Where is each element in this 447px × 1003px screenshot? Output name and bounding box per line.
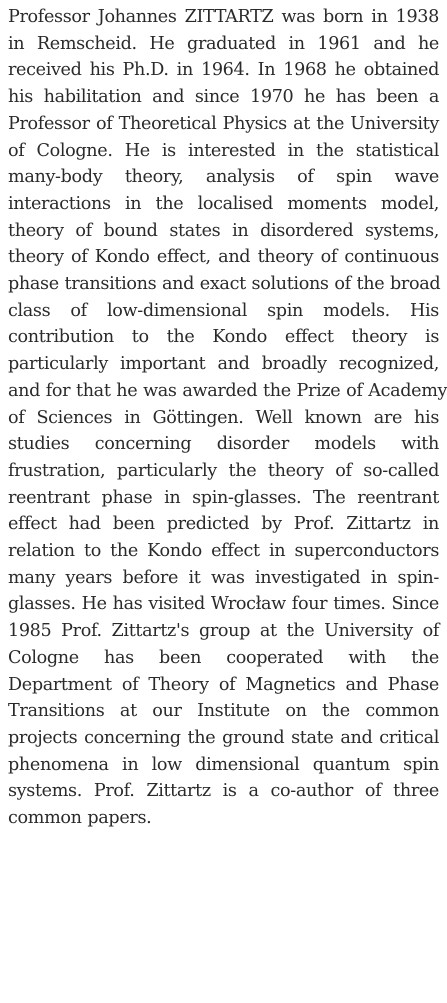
text-line: glasses. He has visited Wrocław four times. Since	[8, 594, 439, 615]
text-line: his habilitation and since 1970 he has been a	[8, 87, 439, 108]
text-line: effect had been predicted by Prof. Zittartz in	[8, 514, 439, 535]
text-line: contribution to the Kondo effect theory is	[8, 327, 439, 348]
text-line: Transitions at our Institute on the common	[8, 701, 439, 722]
text-line: and for that he was awarded the Prize of Academy	[8, 380, 447, 401]
text-line: Department of Theory of Magnetics and Phase	[8, 674, 439, 695]
text-line: phenomena in low dimensional quantum spin	[8, 754, 439, 775]
text-line: reentrant phase in spin-glasses. The reentrant	[8, 487, 439, 508]
biography-paragraph	[8, 4, 447, 832]
text-line: particularly important and broadly recognized,	[8, 354, 439, 375]
text-line: interactions in the localised moments model,	[8, 193, 439, 214]
text-line: frustration, particularly the theory of so-called	[8, 460, 439, 481]
text-line: theory of Kondo effect, and theory of continuous	[8, 247, 439, 268]
text-line: Professor Johannes ZITTARTZ was born in 1938	[8, 7, 439, 27]
text-line: relation to the Kondo effect in superconductors	[8, 541, 439, 562]
text-line: Professor of Theoretical Physics at the University	[8, 113, 439, 134]
text-line: studies concerning disorder models with	[8, 434, 439, 455]
text-line: many years before it was investigated in spin-	[8, 567, 439, 588]
text-line: class of low-dimensional spin models. His	[8, 300, 439, 321]
text-line: Cologne has been cooperated with the	[8, 647, 439, 668]
text-line: phase transitions and exact solutions of the broad	[8, 274, 441, 295]
text-line: theory of bound states in disordered systems,	[8, 220, 439, 241]
text-line: of Cologne. He is interested in the statistical	[8, 140, 439, 161]
text-line: 1985 Prof. Zittartz's group at the University of	[8, 621, 439, 642]
text-line: many-body theory, analysis of spin wave	[8, 167, 439, 188]
text-line: systems. Prof. Zittartz is a co-author of three	[8, 781, 439, 802]
text-line: common papers.	[8, 808, 152, 829]
text-line: received his Ph.D. in 1964. In 1968 he obtained	[8, 60, 439, 81]
text-line: in Remscheid. He graduated in 1961 and he	[8, 33, 439, 54]
text-line: projects concerning the ground state and critical	[8, 727, 439, 748]
text-line: of Sciences in Göttingen. Well known are his	[8, 407, 439, 428]
